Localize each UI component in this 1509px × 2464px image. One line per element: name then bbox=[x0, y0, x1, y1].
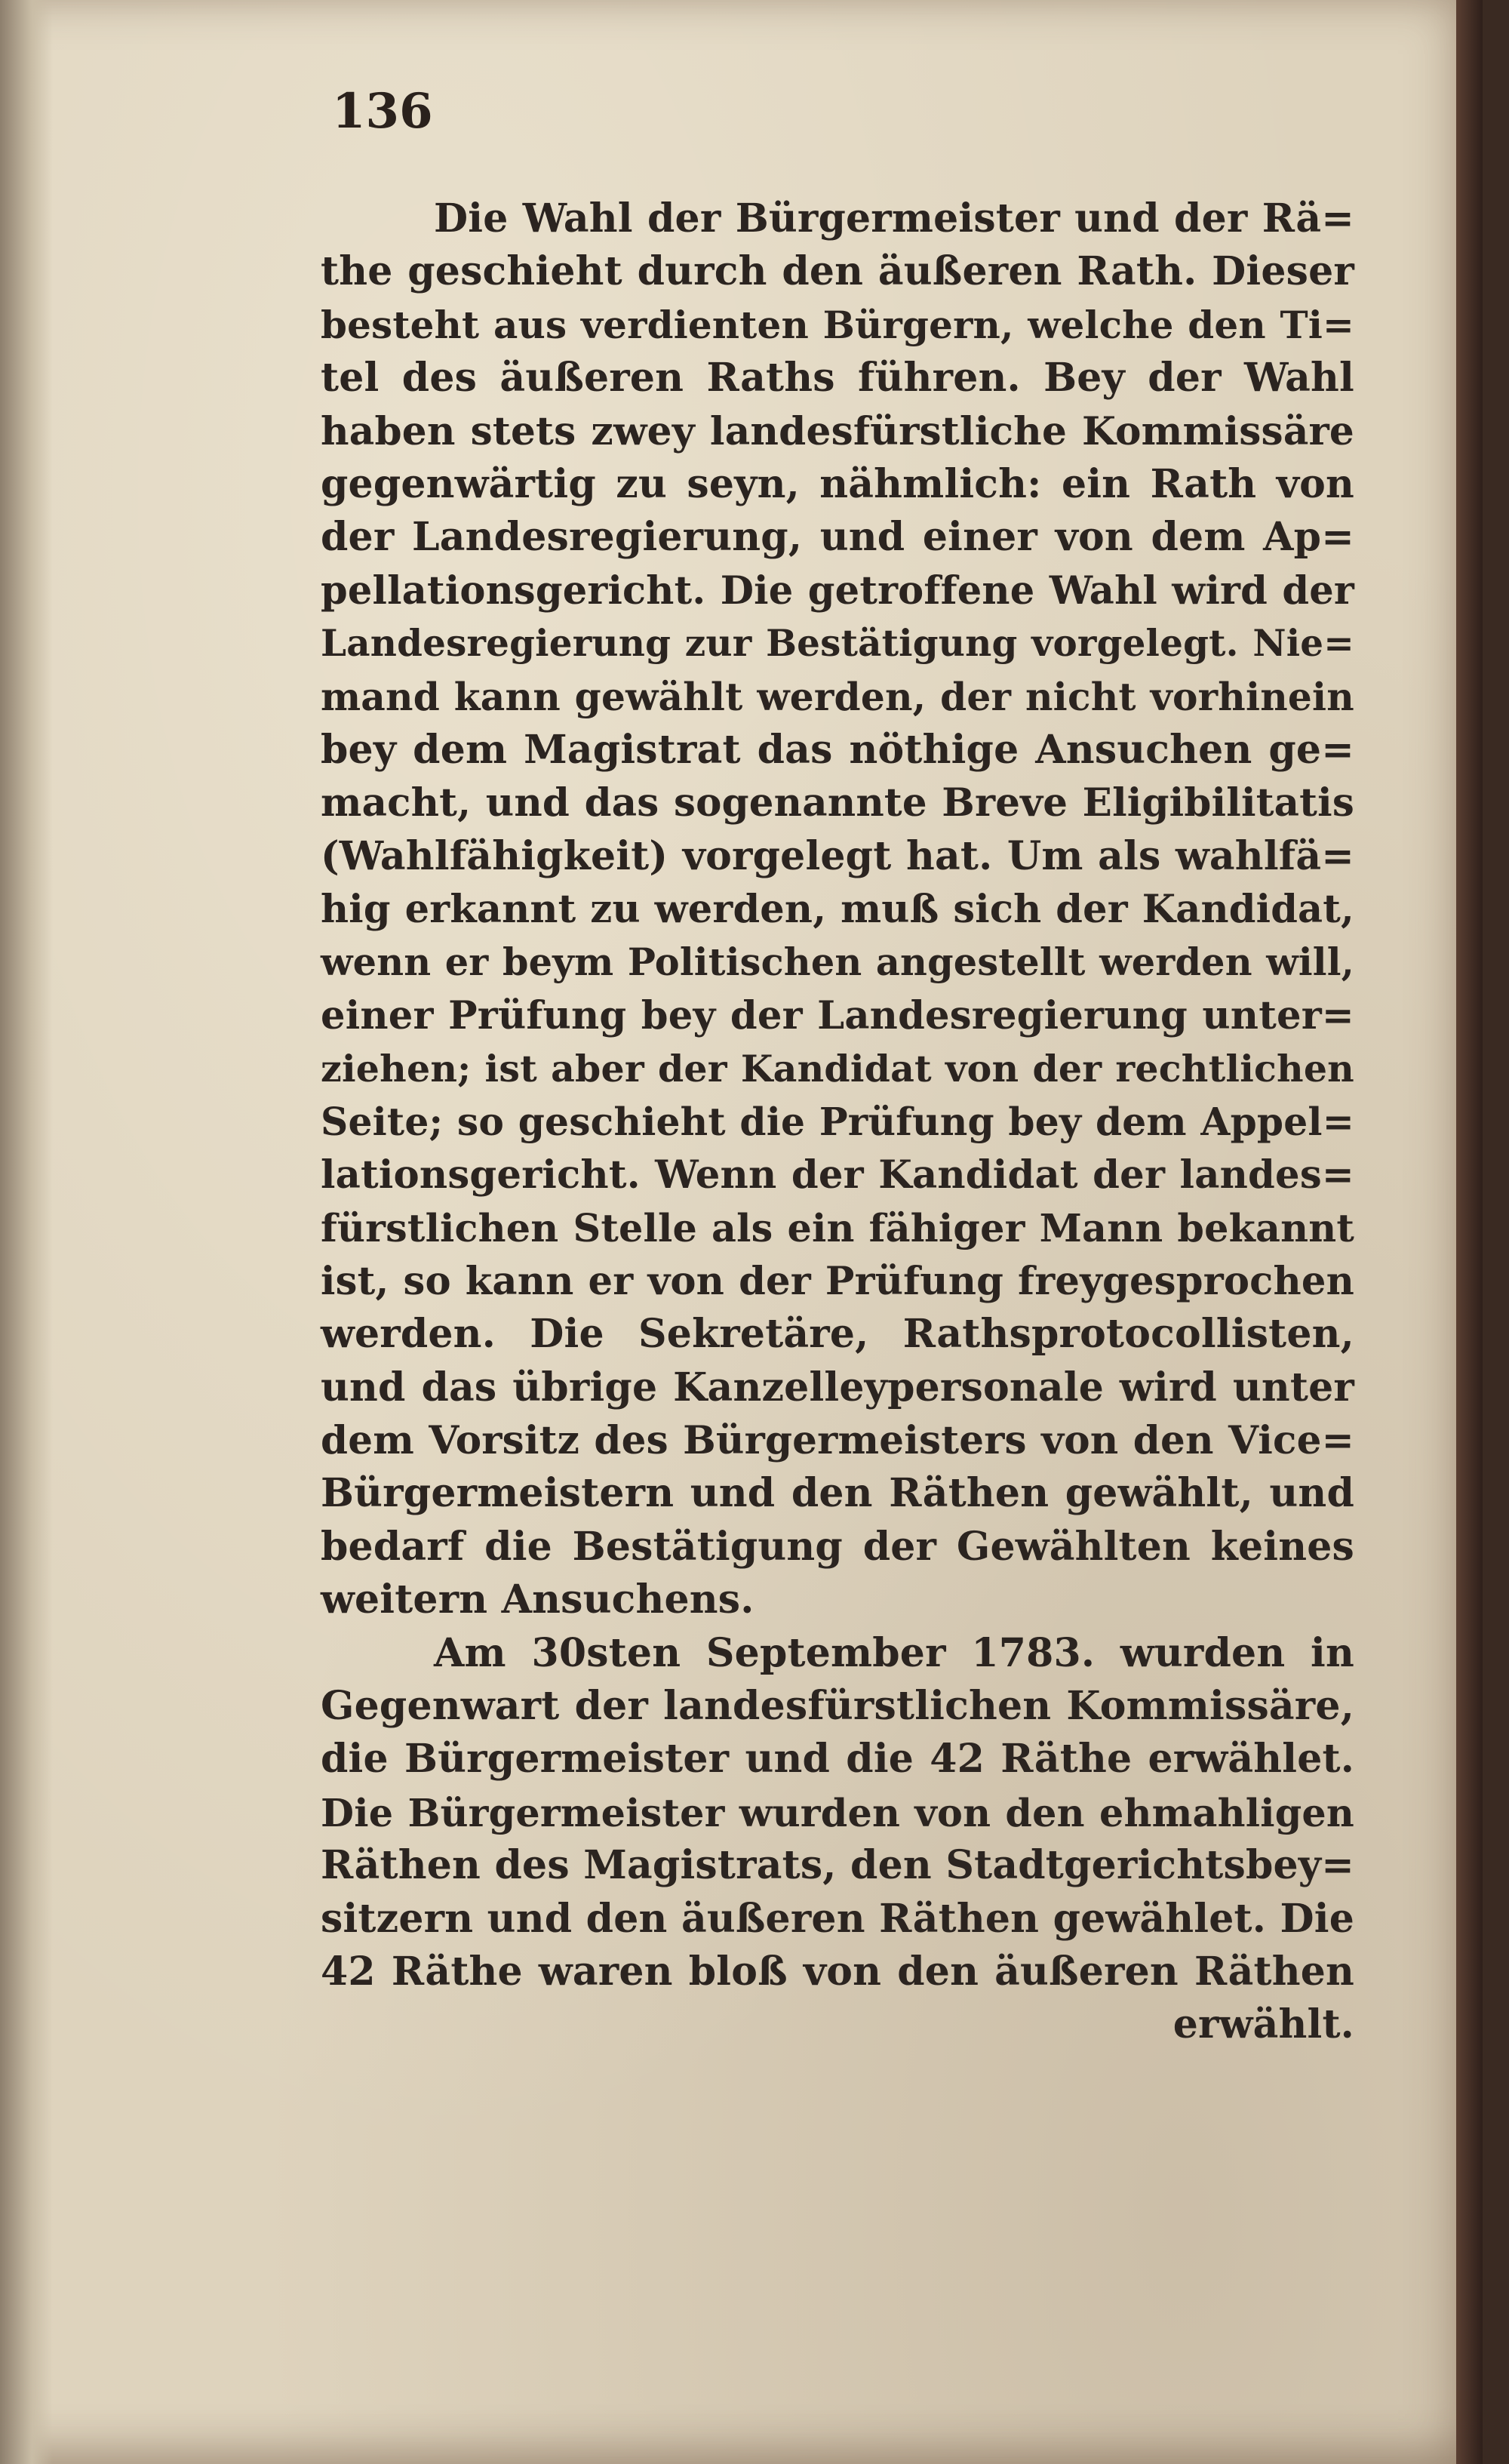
text-line: hig erkannt zu werden, muß sich der Kandidat, bbox=[321, 887, 1354, 933]
paragraph bbox=[321, 192, 1354, 1627]
text-line: dem Vorsitz des Bürgermeisters von den Vice= bbox=[321, 1417, 1354, 1463]
text-block bbox=[321, 192, 1354, 2052]
text-line: Bürgermeistern und den Räthen gewählt, und bbox=[321, 1470, 1354, 1517]
text-line: macht, und das sogenannte Breve Eligibilitatis bbox=[321, 780, 1354, 826]
text-line: und das übrige Kanzelleypersonale wird unter bbox=[321, 1364, 1354, 1410]
text-line: Räthen des Magistrats, den Stadtgerichtsbey= bbox=[321, 1842, 1354, 1889]
text-line: 42 Räthe waren bloß von den äußeren Räthen bbox=[321, 1948, 1354, 1995]
text-line: sitzern und den äußeren Räthen gewählet. Die bbox=[321, 1895, 1354, 1942]
catchword: erwählt. bbox=[1172, 2001, 1354, 2048]
text-line: haben stets zwey landesfürstliche Kommissäre bbox=[321, 408, 1354, 454]
text-line: bey dem Magistrat das nöthige Ansuchen ge= bbox=[321, 726, 1354, 773]
text-line: pellationsgericht. Die getroffene Wahl wird der bbox=[321, 568, 1354, 614]
page-number: 136 bbox=[332, 83, 433, 140]
page-gutter-shadow bbox=[0, 0, 53, 2464]
text-line: Gegenwart der landesfürstlichen Kommissäre, bbox=[321, 1682, 1354, 1729]
text-line: Landesregierung zur Bestätigung vorgelegt. Nie= bbox=[321, 623, 1354, 666]
text-line: the geschieht durch den äußeren Rath. Dieser bbox=[321, 248, 1354, 295]
text-line: ziehen; ist aber der Kandidat von der rechtlichen bbox=[321, 1047, 1354, 1091]
text-line: mand kann gewählt werden, der nicht vorhinein bbox=[321, 674, 1354, 719]
text-line: lationsgericht. Wenn der Kandidat der landes= bbox=[321, 1152, 1354, 1198]
text-line: gegenwärtig zu seyn, nähmlich: ein Rath von bbox=[321, 460, 1354, 507]
text-line: fürstlichen Stelle als ein fähiger Mann bekannt bbox=[321, 1205, 1354, 1251]
text-line: Seite; so geschieht die Prüfung bey dem Appel= bbox=[321, 1099, 1354, 1144]
page-edge bbox=[1456, 0, 1483, 2464]
text-line: Die Bürgermeister wurden von den ehmahligen bbox=[321, 1789, 1354, 1835]
text-line: wenn er beym Politischen angestellt werden will, bbox=[321, 940, 1354, 985]
text-line: die Bürgermeister und die 42 Räthe erwählet. bbox=[321, 1736, 1354, 1783]
paragraph bbox=[321, 1627, 1354, 1999]
text-line: bedarf die Bestätigung der Gewählten keines bbox=[321, 1523, 1354, 1570]
text-line: der Landesregierung, und einer von dem Ap= bbox=[321, 514, 1354, 561]
text-line: werden. Die Sekretäre, Rathsprotocollisten, bbox=[321, 1311, 1354, 1358]
text-line: Die Wahl der Bürgermeister und der Rä= bbox=[434, 195, 1354, 241]
text-line: weitern Ansuchens. bbox=[321, 1577, 754, 1623]
text-line: besteht aus verdienten Bürgern, welche den Ti= bbox=[321, 302, 1354, 347]
text-line: tel des äußeren Raths führen. Bey der Wahl bbox=[321, 355, 1354, 401]
text-line: einer Prüfung bey der Landesregierung unter= bbox=[321, 992, 1354, 1038]
text-line: Am 30sten September 1783. wurden in bbox=[434, 1629, 1354, 1676]
text-line: (Wahlfähigkeit) vorgelegt hat. Um als wahlfä= bbox=[321, 832, 1354, 879]
text-line: ist, so kann er von der Prüfung freygesprochen bbox=[321, 1258, 1354, 1304]
